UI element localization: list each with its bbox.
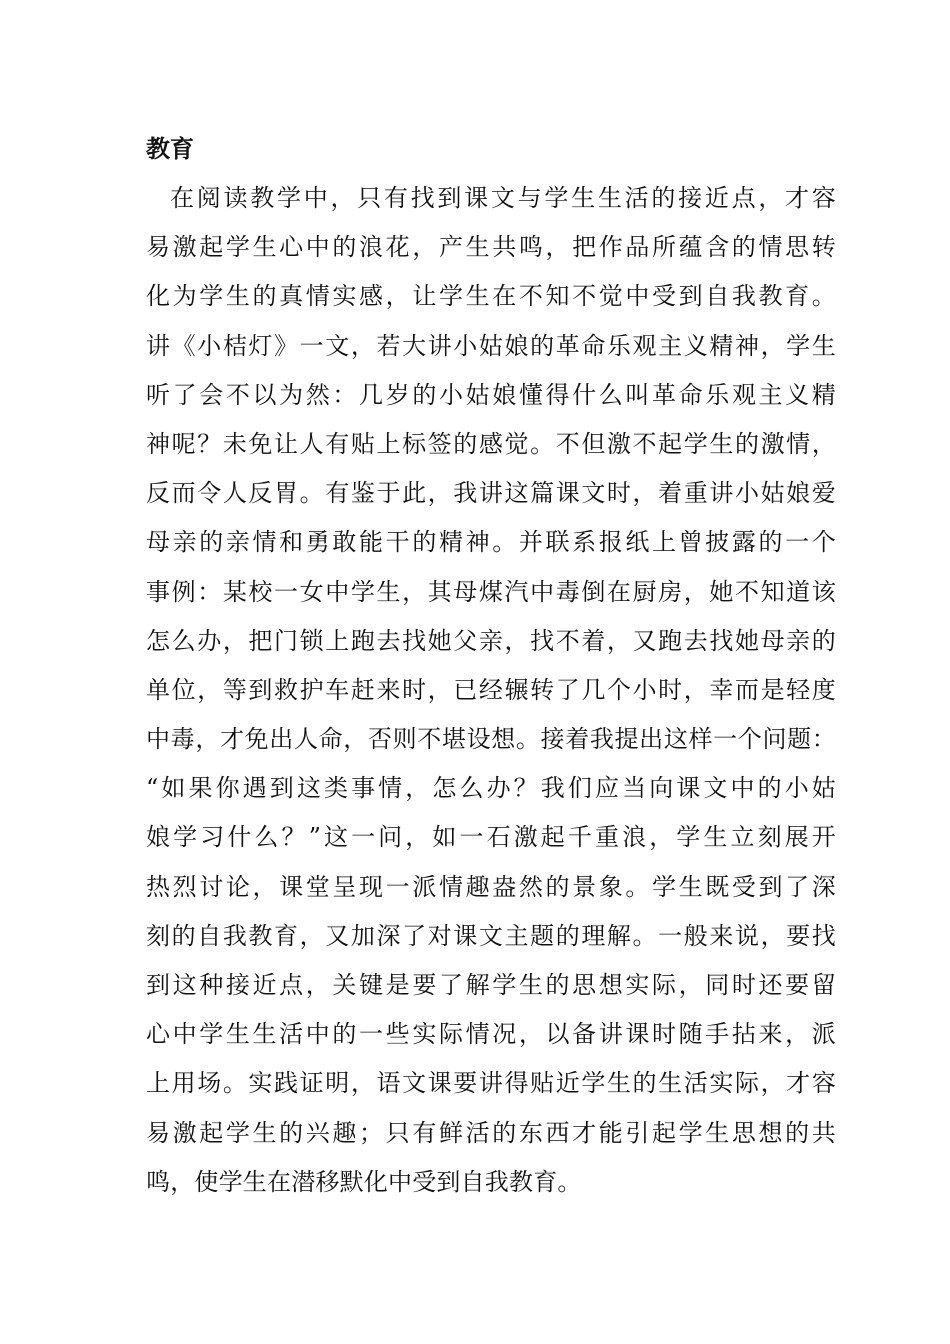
text-line: 神呢？未免让人有贴上标签的感觉。不但激不起学生的激情， [146,429,836,458]
text-line: 听了会不以为然：几岁的小姑娘懂得什么叫革命乐观主义精 [146,380,836,409]
text-line: 鸣，使学生在潜移默化中受到自我教育。 [146,1167,582,1196]
text-line: 热烈讨论，课堂呈现一派情趣盎然的景象。学生既受到了深 [146,872,836,901]
text-line: 在阅读教学中，只有找到课文与学生生活的接近点，才容 [170,184,836,212]
text-line: 怎么办，把门锁上跑去找她父亲，找不着，又跑去找她母亲的 [146,626,836,655]
text-line: 事例：某校一女中学生，其母煤汽中毒倒在厨房，她不知道该 [146,577,836,606]
text-line: 娘学习什么？”这一问，如一石激起千重浪，学生立刻展开 [146,823,836,852]
text-line: 到这种接近点，关键是要了解学生的思想实际，同时还要留 [146,971,836,999]
text-line: 母亲的亲情和勇敢能干的精神。并联系报纸上曾披露的一个 [146,528,836,557]
text-line: 上用场。实践证明，语文课要讲得贴近学生的生活实际，才容 [146,1069,836,1098]
paragraph [146,174,836,1207]
text-line: 化为学生的真情实感，让学生在不知不觉中受到自我教育。 [146,282,836,311]
text-line: 易激起学生心中的浪花，产生共鸣，把作品所蕴含的情思转 [146,233,836,262]
text-line: 易激起学生的兴趣；只有鲜活的东西才能引起学生思想的共 [146,1118,836,1147]
text-line: 心中学生生活中的一些实际情况，以备讲课时随手拈来，派 [146,1020,836,1049]
document-title: 教育 [146,134,194,163]
text-line: “如果你遇到这类事情，怎么办？我们应当向课文中的小姑 [146,774,836,803]
text-line: 讲《小桔灯》一文，若大讲小姑娘的革命乐观主义精神，学生 [146,331,836,360]
document-body [146,124,836,1207]
text-line: 反而令人反胃。有鉴于此，我讲这篇课文时，着重讲小姑娘爱 [146,479,836,508]
text-line: 刻的自我教育，又加深了对课文主题的理解。一般来说，要找 [146,921,836,950]
text-line: 单位，等到救护车赶来时，已经辗转了几个小时，幸而是轻度 [146,675,836,704]
text-line: 中毒，才免出人命，否则不堪设想。接着我提出这样一个问题： [146,725,836,754]
